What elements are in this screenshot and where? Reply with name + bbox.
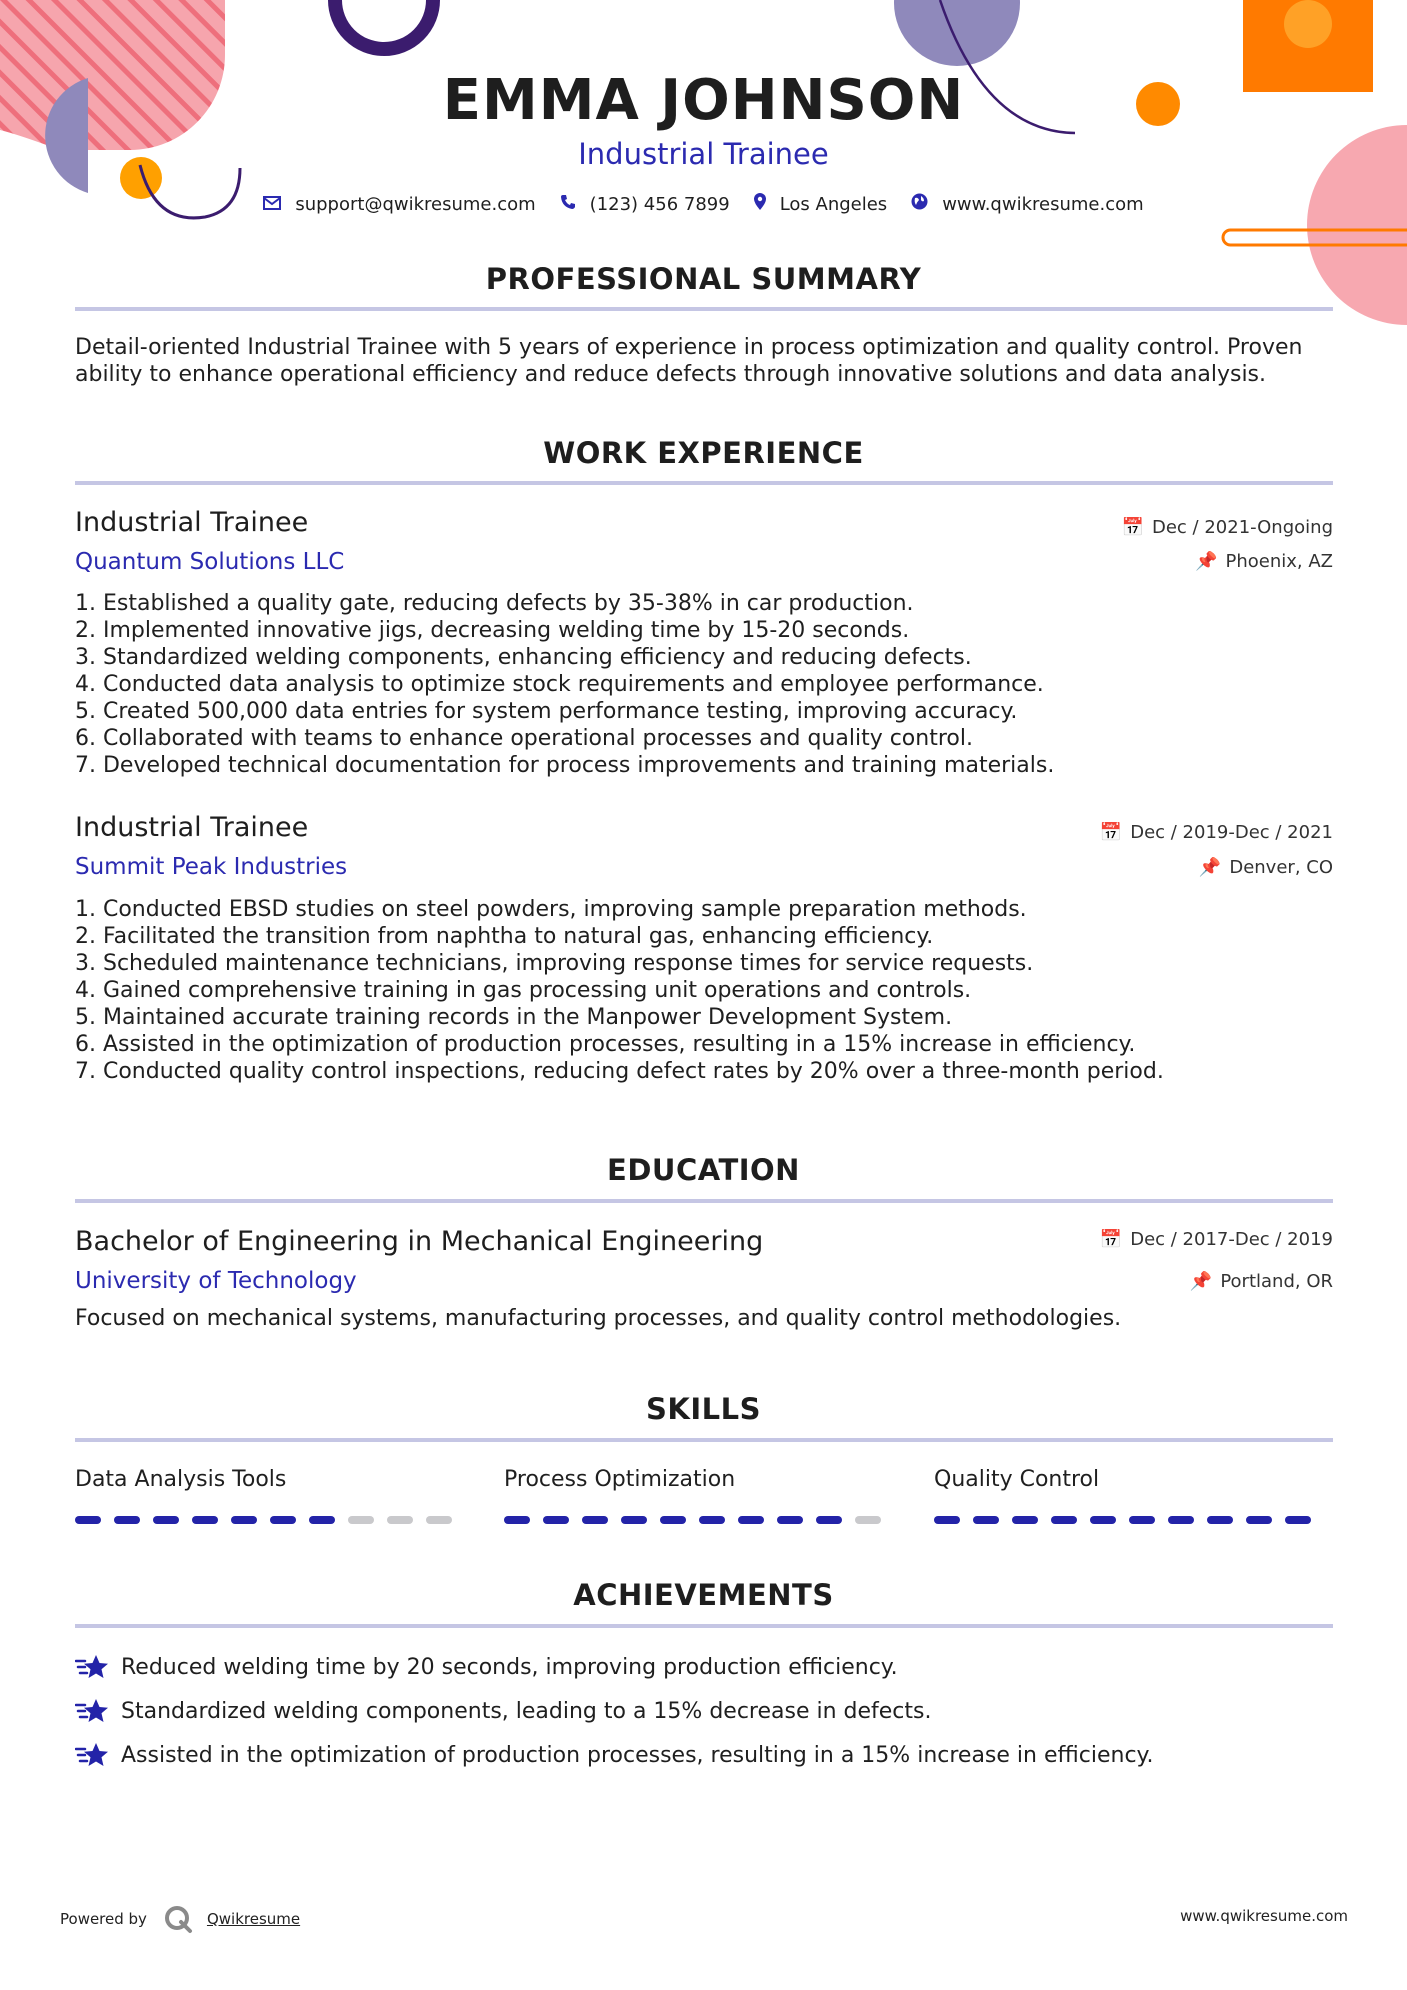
skill-dash-filled bbox=[621, 1516, 647, 1524]
achievement-text: Assisted in the optimization of production processes, resulting in a 15% increase in efficiency. bbox=[121, 1742, 1154, 1768]
contact-bar bbox=[0, 193, 1407, 215]
job-2-dates-text: Dec / 2019-Dec / 2021 bbox=[1130, 822, 1333, 843]
education-location-text: Portland, OR bbox=[1220, 1271, 1333, 1292]
skill-dash-filled bbox=[1012, 1516, 1038, 1524]
list-item: 2. Implemented innovative jigs, decreasing welding time by 15-20 seconds. bbox=[75, 618, 910, 643]
achievement-item bbox=[75, 1696, 932, 1726]
website-text: www.qwikresume.com bbox=[942, 193, 1144, 215]
skill-dash-filled bbox=[777, 1516, 803, 1524]
calendar-icon: 📅 bbox=[1099, 822, 1123, 843]
star-icon bbox=[75, 1696, 109, 1726]
job-1-company: Quantum Solutions LLC bbox=[75, 549, 345, 575]
skill-2-name: Process Optimization bbox=[504, 1467, 736, 1492]
skill-1-name: Data Analysis Tools bbox=[75, 1467, 287, 1492]
map-pin-icon bbox=[754, 193, 766, 215]
skill-dash-filled bbox=[660, 1516, 686, 1524]
skill-dash-filled bbox=[231, 1516, 257, 1524]
globe-icon bbox=[911, 193, 928, 215]
skill-1-meter bbox=[75, 1516, 465, 1524]
skill-dash-filled bbox=[1129, 1516, 1155, 1524]
list-item: 7. Conducted quality control inspections, reducing defect rates by 20% over a three-month period. bbox=[75, 1059, 1164, 1084]
contact-phone bbox=[560, 194, 730, 215]
list-item: 2. Facilitated the transition from naphtha to natural gas, enhancing efficiency. bbox=[75, 924, 934, 949]
job-1-location-text: Phoenix, AZ bbox=[1225, 551, 1333, 572]
education-location bbox=[1190, 1271, 1333, 1292]
job-1-location bbox=[1195, 551, 1333, 572]
education-degree: Bachelor of Engineering in Mechanical Engineering bbox=[75, 1226, 764, 1257]
achievement-item bbox=[75, 1652, 898, 1682]
skill-dash-filled bbox=[582, 1516, 608, 1524]
skill-dash-filled bbox=[504, 1516, 530, 1524]
phone-text: (123) 456 7899 bbox=[589, 193, 730, 215]
skills-divider bbox=[75, 1438, 1333, 1442]
job-2-location bbox=[1199, 857, 1333, 878]
star-icon bbox=[75, 1652, 109, 1682]
skill-dash-empty bbox=[855, 1516, 881, 1524]
skill-dash-filled bbox=[543, 1516, 569, 1524]
footer-powered-by bbox=[60, 1904, 300, 1934]
achievement-item bbox=[75, 1740, 1153, 1770]
education-description: Focused on mechanical systems, manufacturing processes, and quality control methodologies. bbox=[75, 1306, 1122, 1331]
job-2-company: Summit Peak Industries bbox=[75, 854, 348, 880]
skills-heading: SKILLS bbox=[646, 1392, 761, 1426]
list-item: 3. Standardized welding components, enhancing efficiency and reducing defects. bbox=[75, 645, 972, 670]
star-icon bbox=[75, 1740, 109, 1770]
education-school: University of Technology bbox=[75, 1268, 357, 1294]
location-text: Los Angeles bbox=[779, 193, 888, 215]
skill-dash-empty bbox=[387, 1516, 413, 1524]
pushpin-icon: 📌 bbox=[1189, 1271, 1213, 1292]
contact-website[interactable] bbox=[911, 193, 1143, 215]
skill-dash-filled bbox=[816, 1516, 842, 1524]
skill-3-name: Quality Control bbox=[934, 1467, 1100, 1492]
email-text: support@qwikresume.com bbox=[295, 193, 536, 215]
list-item: 6. Collaborated with teams to enhance operational processes and quality control. bbox=[75, 726, 973, 751]
experience-heading: WORK EXPERIENCE bbox=[543, 436, 864, 470]
pushpin-icon: 📌 bbox=[1195, 551, 1218, 572]
candidate-name: EMMA JOHNSON bbox=[442, 68, 965, 133]
skill-dash-filled bbox=[699, 1516, 725, 1524]
list-item: 4. Conducted data analysis to optimize stock requirements and employee performance. bbox=[75, 672, 1044, 697]
skill-dash-empty bbox=[426, 1516, 452, 1524]
job-1-bullets bbox=[75, 590, 1335, 779]
skill-dash-filled bbox=[75, 1516, 101, 1524]
skill-dash-filled bbox=[738, 1516, 764, 1524]
skill-dash-filled bbox=[153, 1516, 179, 1524]
summary-text: Detail-oriented Industrial Trainee with 5 years of experience in process optimization and quality control. Proven ability to enhance operational efficiency and reduce defects through innovative solutions and data analysis. bbox=[75, 335, 1303, 387]
powered-by-label: Powered by bbox=[60, 1910, 147, 1928]
job-1-dates-text: Dec / 2021-Ongoing bbox=[1152, 517, 1333, 538]
skill-dash-filled bbox=[1090, 1516, 1116, 1524]
skill-dash-filled bbox=[270, 1516, 296, 1524]
contact-location bbox=[754, 193, 888, 215]
education-heading: EDUCATION bbox=[607, 1153, 800, 1187]
achievements-divider bbox=[75, 1624, 1333, 1628]
job-2-title: Industrial Trainee bbox=[75, 812, 309, 843]
calendar-icon: 📅 bbox=[1099, 1229, 1123, 1250]
phone-icon bbox=[560, 194, 576, 215]
experience-divider bbox=[75, 481, 1333, 485]
job-2-location-text: Denver, CO bbox=[1229, 857, 1333, 878]
education-dates-text: Dec / 2017-Dec / 2019 bbox=[1130, 1229, 1333, 1250]
skill-3-meter bbox=[934, 1516, 1324, 1524]
achievement-text: Reduced welding time by 20 seconds, improving production efficiency. bbox=[121, 1654, 898, 1680]
qwikresume-link[interactable]: Qwikresume bbox=[206, 1910, 301, 1928]
achievement-text: Standardized welding components, leading to a 15% decrease in defects. bbox=[121, 1698, 932, 1724]
envelope-icon bbox=[263, 194, 281, 215]
job-1-dates bbox=[1122, 517, 1333, 538]
list-item: 3. Scheduled maintenance technicians, improving response times for service requests. bbox=[75, 951, 1034, 976]
skill-dash-filled bbox=[1051, 1516, 1077, 1524]
skill-dash-filled bbox=[1168, 1516, 1194, 1524]
job-2-dates bbox=[1100, 822, 1333, 843]
skill-dash-filled bbox=[934, 1516, 960, 1524]
skill-dash-filled bbox=[192, 1516, 218, 1524]
calendar-icon: 📅 bbox=[1121, 517, 1144, 538]
list-item: 1. Established a quality gate, reducing defects by 35-38% in car production. bbox=[75, 591, 914, 616]
skill-dash-filled bbox=[1207, 1516, 1233, 1524]
candidate-title: Industrial Trainee bbox=[578, 137, 829, 171]
list-item: 4. Gained comprehensive training in gas processing unit operations and controls. bbox=[75, 978, 972, 1003]
achievements-heading: ACHIEVEMENTS bbox=[573, 1578, 834, 1612]
skill-dash-filled bbox=[1246, 1516, 1272, 1524]
skill-dash-filled bbox=[973, 1516, 999, 1524]
skill-dash-filled bbox=[309, 1516, 335, 1524]
list-item: 6. Assisted in the optimization of production processes, resulting in a 15% increase in efficiency. bbox=[75, 1032, 1136, 1057]
job-2-bullets bbox=[75, 896, 1335, 1085]
list-item: 5. Maintained accurate training records in the Manpower Development System. bbox=[75, 1005, 953, 1030]
job-1-title: Industrial Trainee bbox=[75, 507, 309, 538]
skill-2-meter bbox=[504, 1516, 894, 1524]
skill-dash-filled bbox=[114, 1516, 140, 1524]
summary-heading: PROFESSIONAL SUMMARY bbox=[485, 262, 922, 296]
list-item: 5. Created 500,000 data entries for system performance testing, improving accuracy. bbox=[75, 699, 1018, 724]
education-divider bbox=[75, 1199, 1333, 1203]
qwikresume-logo-icon bbox=[163, 1904, 193, 1934]
skill-dash-filled bbox=[1285, 1516, 1311, 1524]
education-dates bbox=[1100, 1229, 1333, 1250]
summary-divider bbox=[75, 307, 1333, 311]
contact-email[interactable] bbox=[263, 194, 535, 215]
list-item: 1. Conducted EBSD studies on steel powders, improving sample preparation methods. bbox=[75, 897, 1027, 922]
footer-url[interactable]: www.qwikresume.com bbox=[1180, 1907, 1348, 1925]
skill-dash-empty bbox=[348, 1516, 374, 1524]
pushpin-icon: 📌 bbox=[1198, 857, 1222, 878]
list-item: 7. Developed technical documentation for process improvements and training materials. bbox=[75, 753, 1055, 778]
